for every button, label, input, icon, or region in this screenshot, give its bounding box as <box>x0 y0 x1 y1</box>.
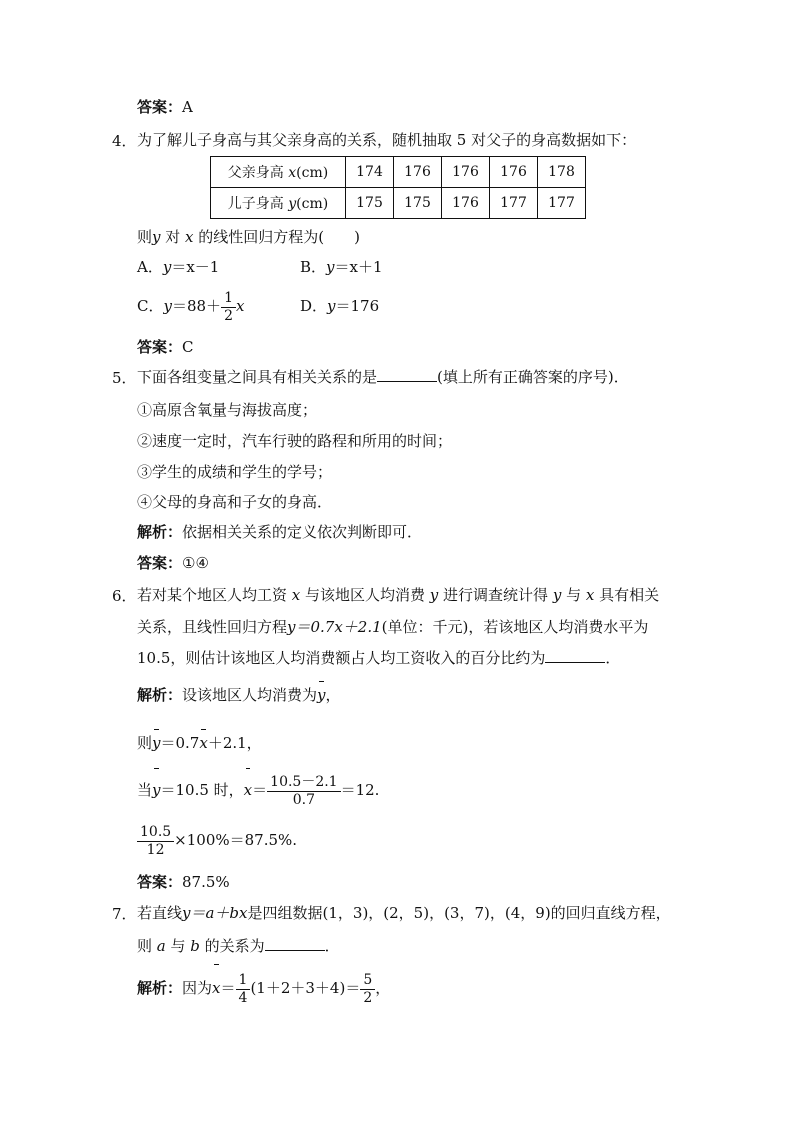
fraction: $\frac{1}{4}$ <box>236 972 251 1007</box>
list-item: ①高原含氧量与海拔高度； <box>137 401 318 419</box>
option-a[interactable]: A．y＝x－1 <box>137 258 220 276</box>
question-prompt: 则y 对 x 的线性回归方程为( ) <box>137 228 360 246</box>
q4-answer: 答案：C <box>137 338 194 356</box>
fraction: $\frac{5}{2}$ <box>360 972 375 1007</box>
option-c[interactable]: C．y＝88＋ $\frac{1}{2}$ x <box>137 289 245 324</box>
analysis-step: 当y＝10.5 时，x＝ $\frac{10.5-2.1}{0.7}$ ＝12. <box>137 773 380 808</box>
table-cell: 175 <box>394 188 442 219</box>
table-cell: 174 <box>346 157 394 188</box>
question-number: 4． <box>112 132 137 150</box>
table-cell: 177 <box>538 188 586 219</box>
fill-blank[interactable] <box>545 648 605 663</box>
table-cell: 178 <box>538 157 586 188</box>
table-header-cell: 儿子身高 y(cm) <box>211 188 346 219</box>
question-stem: 若直线y＝a＋bx是四组数据(1，3)，(2，5)，(3，7)，(4，9)的回归直线方程， <box>137 904 671 922</box>
table-cell: 176 <box>442 157 490 188</box>
analysis-step: 则y＝0.7x＋2.1， <box>137 734 262 752</box>
question-stem: 为了解儿子身高与其父亲身高的关系，随机抽取 5 对父子的身高数据如下： <box>137 131 637 149</box>
q3-answer <box>137 97 193 117</box>
question-number: 6． <box>112 587 137 605</box>
analysis: 解析：设该地区人均消费为y， <box>137 686 341 704</box>
fill-blank[interactable] <box>377 367 437 382</box>
list-item: ④父母的身高和子女的身高． <box>137 493 333 511</box>
option-d[interactable]: D．y＝176 <box>300 297 380 315</box>
answer-label: 答案： <box>137 98 183 116</box>
question-stem-cont: 10.5，则估计该地区人均消费额占人均工资收入的百分比约为 ． <box>137 649 621 667</box>
data-table <box>210 156 586 219</box>
table-header-cell: 父亲身高 x(cm) <box>211 157 346 188</box>
question-stem-cont: 关系，且线性回归方程y＝0.7x＋2.1(单位：千元)，若该地区人均消费水平为 <box>137 618 649 636</box>
table-row <box>211 157 586 188</box>
fill-blank[interactable] <box>265 936 325 951</box>
table-cell: 176 <box>442 188 490 219</box>
analysis: 解析：因为x＝ $\frac{1}{4}$ (1＋2＋3＋4)＝ $\frac{5}{2}$ ， <box>137 968 390 1008</box>
question-stem: 若对某个地区人均工资 x 与该地区人均消费 y 进行调查统计得 y 与 x 具有相关 <box>137 586 660 604</box>
answer-value: A <box>182 98 193 116</box>
analysis-step: $\frac{10.5}{12}$ ×100%＝87.5%. <box>137 822 297 859</box>
question-stem-cont: 则 a 与 b 的关系为 ． <box>137 937 340 955</box>
fraction: $\frac{10.5-2.1}{0.7}$ <box>267 774 340 809</box>
table-row <box>211 188 586 219</box>
q5-answer: 答案：①④ <box>137 554 209 572</box>
table-cell: 176 <box>394 157 442 188</box>
table-cell: 176 <box>490 157 538 188</box>
list-item: ③学生的成绩和学生的学号； <box>137 463 333 481</box>
list-item: ②速度一定时，汽车行驶的路程和所用的时间； <box>137 432 453 450</box>
question-number: 7． <box>112 905 137 923</box>
analysis: 解析：依据相关关系的定义依次判断即可． <box>137 523 423 541</box>
fraction: $\frac{1}{2}$ <box>221 290 236 325</box>
option-b[interactable]: B．y＝x＋1 <box>300 258 383 276</box>
question-stem: 下面各组变量之间具有相关关系的是 (填上所有正确答案的序号)． <box>137 368 629 386</box>
fraction: $\frac{10.5}{12}$ <box>137 824 174 859</box>
question-number: 5． <box>112 369 137 387</box>
table-cell: 177 <box>490 188 538 219</box>
table-cell: 175 <box>346 188 394 219</box>
q6-answer: 答案：87.5% <box>137 873 230 891</box>
